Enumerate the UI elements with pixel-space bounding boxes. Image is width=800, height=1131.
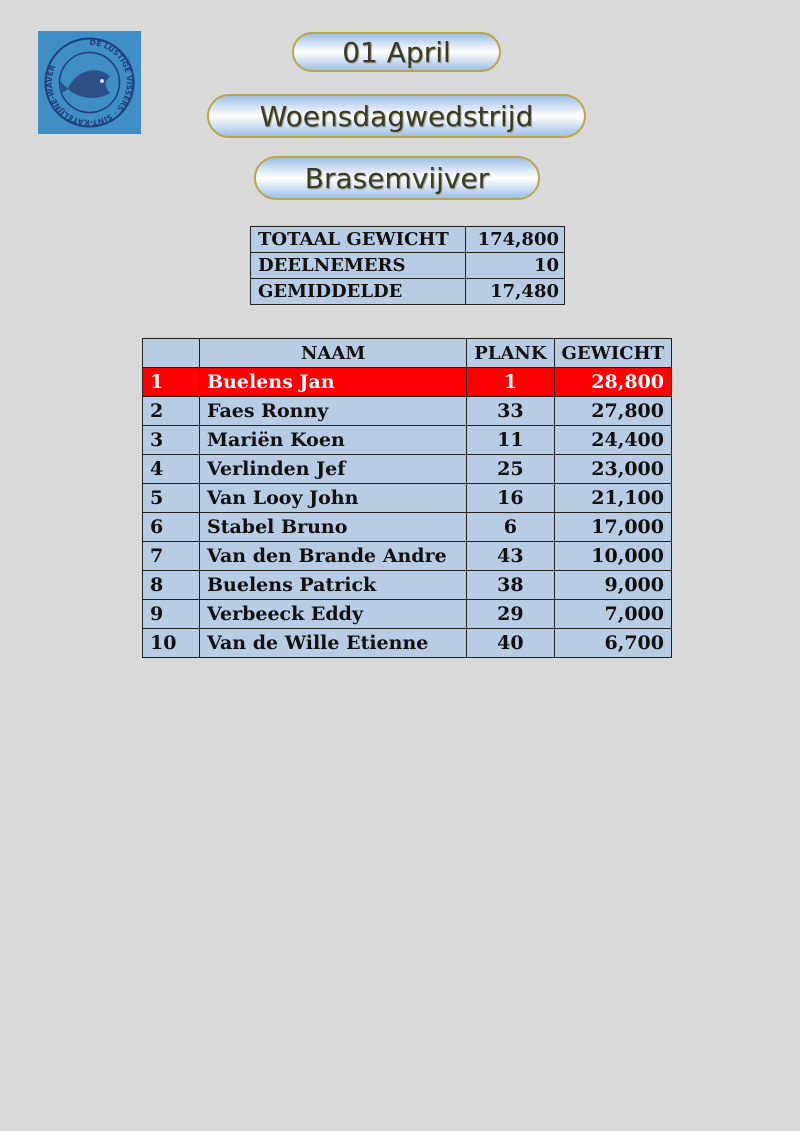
weight-cell: 10,000 [554, 542, 671, 571]
rank-cell: 6 [143, 513, 200, 542]
rank-cell: 3 [143, 426, 200, 455]
weight-cell: 23,000 [554, 455, 671, 484]
name-cell: Van Looy John [200, 484, 467, 513]
summary-value: 17,480 [466, 279, 565, 305]
name-cell: Mariën Koen [200, 426, 467, 455]
rank-cell: 9 [143, 600, 200, 629]
summary-label: DEELNEMERS [251, 253, 466, 279]
date-banner [292, 32, 501, 72]
name-cell: Van de Wille Etienne [200, 629, 467, 658]
rank-cell: 1 [143, 368, 200, 397]
results-header-row [143, 339, 672, 368]
weight-cell: 7,000 [554, 600, 671, 629]
column-header-rank [143, 339, 200, 368]
rank-cell: 10 [143, 629, 200, 658]
summary-value: 174,800 [466, 227, 565, 253]
weight-cell: 28,800 [554, 368, 671, 397]
competition-banner [207, 94, 586, 138]
plank-cell: 33 [467, 397, 554, 426]
column-header-weight: GEWICHT [554, 339, 671, 368]
name-cell: Verlinden Jef [200, 455, 467, 484]
club-logo-fish-icon [38, 31, 141, 134]
column-header-plank: PLANK [467, 339, 554, 368]
plank-cell: 16 [467, 484, 554, 513]
table-row-winner [143, 368, 672, 397]
table-row [143, 571, 672, 600]
summary-value: 10 [466, 253, 565, 279]
column-header-name: NAAM [200, 339, 467, 368]
plank-cell: 29 [467, 600, 554, 629]
table-row [143, 426, 672, 455]
table-row [143, 600, 672, 629]
name-cell: Buelens Jan [200, 368, 467, 397]
name-cell: Verbeeck Eddy [200, 600, 467, 629]
summary-label: TOTAAL GEWICHT [251, 227, 466, 253]
rank-cell: 8 [143, 571, 200, 600]
table-row [143, 542, 672, 571]
rank-cell: 5 [143, 484, 200, 513]
venue-banner [254, 156, 540, 200]
name-cell: Van den Brande Andre [200, 542, 467, 571]
venue-text: Brasemvijver [304, 161, 490, 195]
plank-cell: 6 [467, 513, 554, 542]
weight-cell: 21,100 [554, 484, 671, 513]
table-row [143, 455, 672, 484]
weight-cell: 24,400 [554, 426, 671, 455]
plank-cell: 40 [467, 629, 554, 658]
weight-cell: 9,000 [554, 571, 671, 600]
table-row [143, 484, 672, 513]
plank-cell: 11 [467, 426, 554, 455]
weight-cell: 17,000 [554, 513, 671, 542]
name-cell: Buelens Patrick [200, 571, 467, 600]
competition-text: Woensdagwedstrijd [259, 99, 534, 133]
table-row [143, 513, 672, 542]
summary-label: GEMIDDELDE [251, 279, 466, 305]
summary-row [251, 253, 565, 279]
logo-ring-text: DE LUSTIGE VISSERS · SINT-KATELIJNE-WAVER [44, 37, 135, 128]
weight-cell: 27,800 [554, 397, 671, 426]
name-cell: Faes Ronny [200, 397, 467, 426]
plank-cell: 43 [467, 542, 554, 571]
rank-cell: 4 [143, 455, 200, 484]
summary-row [251, 227, 565, 253]
table-row [143, 629, 672, 658]
table-row [143, 397, 672, 426]
club-logo [38, 31, 141, 134]
summary-row [251, 279, 565, 305]
plank-cell: 1 [467, 368, 554, 397]
plank-cell: 38 [467, 571, 554, 600]
date-text: 01 April [342, 35, 451, 69]
rank-cell: 2 [143, 397, 200, 426]
results-table [142, 338, 672, 658]
summary-table [250, 226, 565, 305]
weight-cell: 6,700 [554, 629, 671, 658]
name-cell: Stabel Bruno [200, 513, 467, 542]
plank-cell: 25 [467, 455, 554, 484]
rank-cell: 7 [143, 542, 200, 571]
